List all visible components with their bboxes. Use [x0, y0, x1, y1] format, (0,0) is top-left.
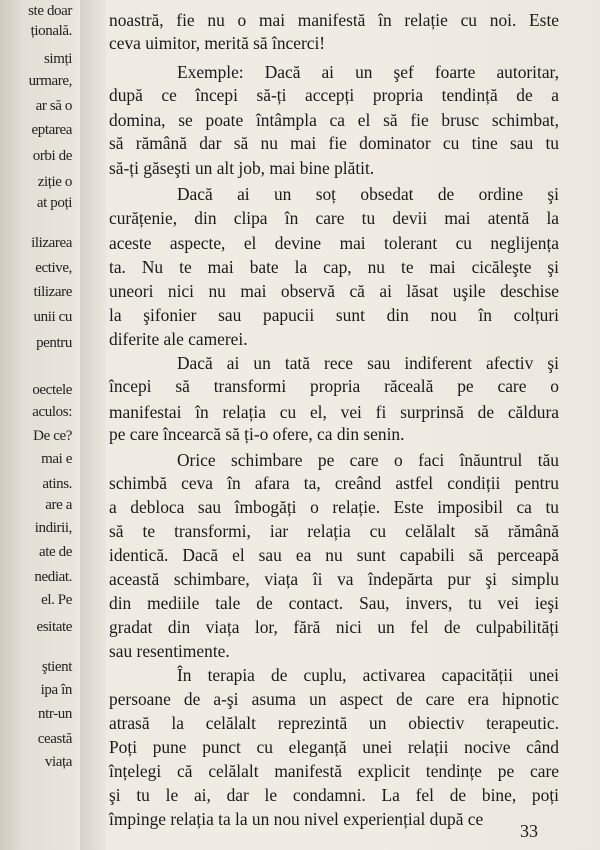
previous-page-fragment: ilizarea — [31, 235, 72, 251]
previous-page-fragment: nediat. — [34, 569, 72, 585]
page-body-text — [109, 0, 559, 850]
body-text-line: a debloca sau îmbogăți o relație. Este imposibil ca tu — [109, 497, 559, 517]
previous-page-fragment: ective, — [35, 260, 72, 276]
previous-page-fragment: mai e — [41, 451, 72, 467]
body-text-line: gradat din viața lor, fără nici un fel de culpabilități — [109, 617, 559, 637]
previous-page-fragment: indirii, — [34, 520, 72, 536]
body-text-line: ceva uimitor, merită să încerci! — [109, 33, 326, 53]
previous-page-fragment: are a — [45, 497, 72, 513]
previous-page-fragment: atins. — [42, 476, 72, 492]
previous-page-fragment: urmare, — [28, 73, 72, 89]
previous-page-fragment: esitate — [36, 619, 72, 635]
body-text-line: după ce începi să-ți accepți propria tendință de a — [109, 85, 559, 105]
previous-page-fragment: ar să o — [35, 98, 72, 114]
previous-page-fragment: ntr-un — [38, 706, 72, 722]
gutter-shadow — [80, 0, 106, 850]
body-text-line: sau resentimente. — [109, 641, 230, 661]
previous-page-fragment: ştient — [41, 659, 72, 675]
body-text-line: şi tu le ai, dar le condamni. La fel de bine, poți — [109, 785, 559, 805]
previous-page-fragment: eptarea — [31, 122, 72, 138]
body-text-line: Poți pune punct cu eleganță unei relații nocive când — [109, 737, 559, 757]
body-text-line: la şifonier sau papucii sunt din nou în colțuri — [109, 305, 559, 325]
previous-page-fragment: unii cu — [33, 309, 72, 325]
body-text-line: diferite ale camerei. — [109, 329, 248, 349]
previous-page-fragment: el. Pe — [41, 592, 72, 608]
previous-page-fragment: ste doar — [28, 3, 72, 19]
previous-page-fragment: viața — [44, 754, 72, 770]
page-number: 33 — [520, 821, 538, 841]
previous-page-fragment: ipa în — [40, 682, 72, 698]
body-text-line: să rămână dar să nu mai fie dominator cu tine sau tu — [109, 133, 559, 153]
previous-page-edge — [0, 0, 78, 850]
body-text-line: această schimbare, viața îi va îndepărta pur şi simplu — [109, 569, 559, 589]
previous-page-fragment: aculos: — [32, 404, 72, 420]
body-text-line: pe care încearcă să ți-o ofere, ca din senin. — [109, 424, 405, 444]
previous-page-fragment: ziție o — [37, 174, 72, 190]
body-text-line: domina, se poate întâmpla ca el să fie brusc schimbat, — [109, 110, 559, 130]
previous-page-fragment: at poți — [36, 195, 72, 211]
body-text-line: Dacă ai un soț obsedat de ordine şi — [177, 184, 559, 204]
previous-page-fragment: orbi de — [32, 148, 72, 164]
body-text-line: curățenie, din clipa în care tu devii mai atentă la — [109, 208, 559, 228]
previous-page-fragment: țională. — [30, 23, 72, 39]
previous-page-fragment: ate de — [39, 544, 72, 560]
previous-page-fragment: pentru — [36, 335, 72, 351]
body-text-line: schimbă ceva în afara ta, creând astfel condiții pentru — [109, 473, 559, 493]
previous-page-fragment: oectele — [32, 382, 72, 398]
body-text-line: manifestai în relația cu el, vei fi surprinsă de căldura — [109, 402, 559, 422]
body-text-line: să te transformi, iar relația cu celălalt să rămână — [109, 521, 559, 541]
previous-page-fragment: De ce? — [33, 428, 72, 444]
body-text-line: noastră, fie nu o mai manifestă în relație cu noi. Este — [109, 10, 559, 30]
body-text-line: să-ți găseşti un alt job, mai bine plătit. — [109, 158, 375, 178]
previous-page-fragment: ceastă — [37, 731, 72, 747]
body-text-line: înțelegi că celălalt manifestă explicit tendințe pe care — [109, 761, 559, 781]
body-text-line: Orice schimbare pe care o faci înăuntrul tău — [177, 450, 559, 470]
body-text-line: Exemple: Dacă ai un şef foarte autoritar, — [177, 62, 559, 82]
body-text-line: aceste aspecte, el devine mai tolerant cu neglijența — [109, 233, 559, 253]
body-text-line: persoane de a-şi asuma un aspect de care era hipnotic — [109, 689, 559, 709]
body-text-line: atrasă la celălalt reprezintă un obiectiv terapeutic. — [109, 713, 559, 733]
body-text-line: identică. Dacă el sau ea nu sunt capabili să perceapă — [109, 545, 559, 565]
body-text-line: Dacă ai un tată rece sau indiferent afectiv şi — [177, 353, 559, 373]
previous-page-fragment: tilizare — [33, 284, 72, 300]
body-text-line: începi să transformi propria răceală pe care o — [109, 376, 559, 396]
body-text-line: ta. Nu te mai bate la cap, nu te mai cicăleşte şi — [109, 257, 559, 277]
body-text-line: din mediile tale de contact. Sau, invers, tu vei ieşi — [109, 593, 559, 613]
previous-page-fragment: simți — [43, 51, 72, 67]
body-text-line: uneori nici nu mai observă că ai lăsat uşile deschise — [109, 281, 559, 301]
body-text-line: împinge relația ta la un nou nivel experiențial după ce — [109, 809, 484, 829]
body-text-line: În terapia de cuplu, activarea capacității unei — [177, 665, 559, 685]
